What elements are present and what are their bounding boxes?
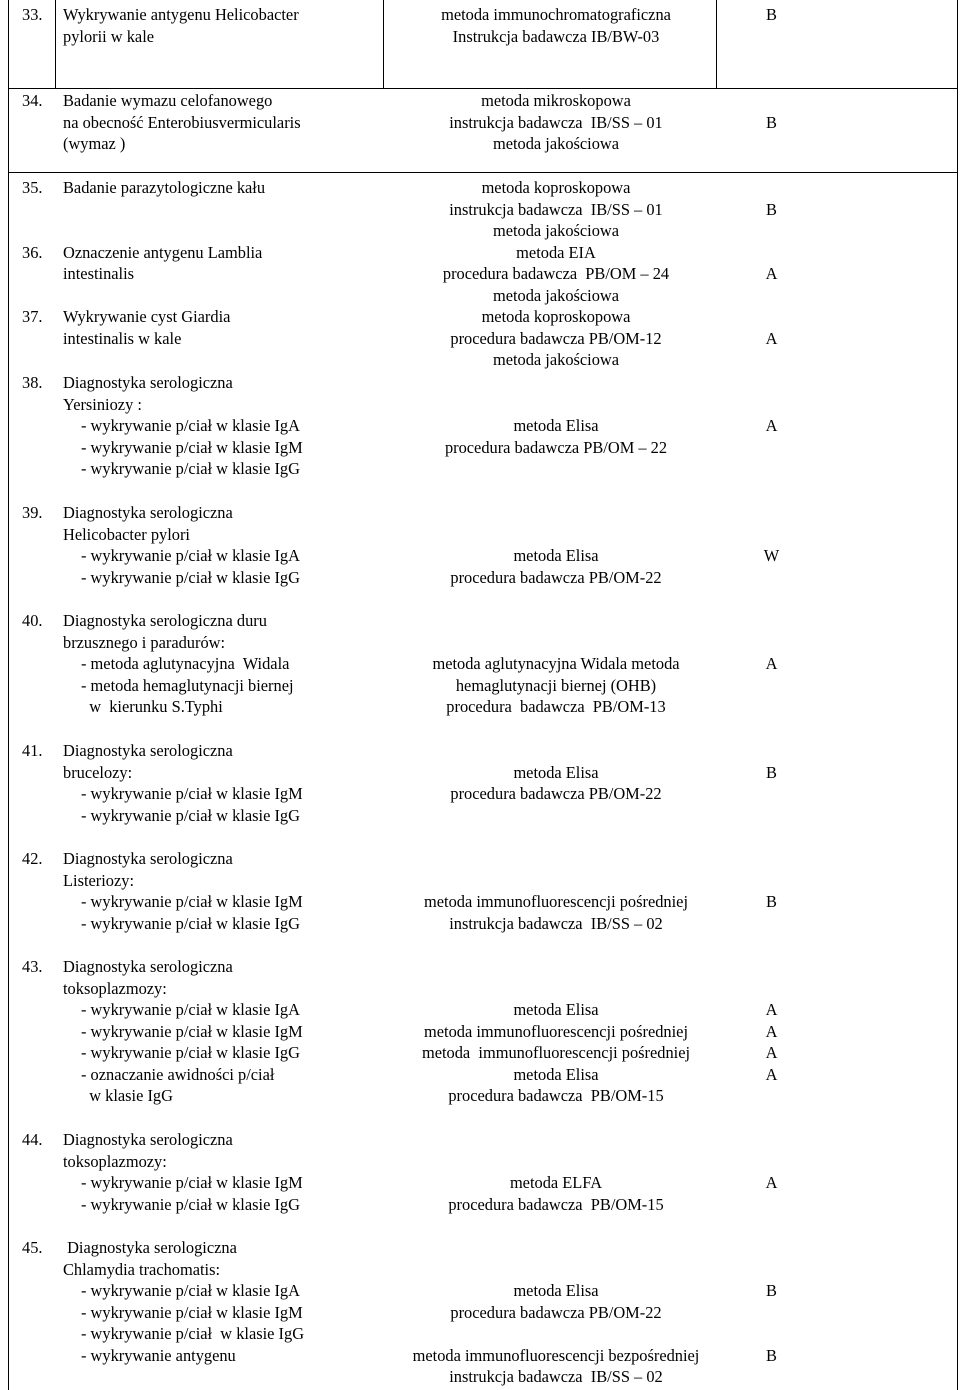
row-number: 36. bbox=[22, 242, 43, 262]
row-method: metoda Elisa bbox=[513, 546, 599, 565]
row-method: procedura badawcza PB/OM – 24 bbox=[442, 264, 670, 283]
row-method: metoda Elisa bbox=[513, 416, 599, 435]
row-code: B bbox=[766, 199, 777, 219]
row-method: procedura badawcza PB/OM-22 bbox=[450, 567, 662, 587]
row-description: Badanie parazytologiczne kału bbox=[63, 178, 266, 197]
row-subitem: - wykrywanie p/ciał w klasie IgG bbox=[81, 459, 300, 478]
row-description: toksoplazmozy: bbox=[63, 978, 167, 998]
row-number: 39. bbox=[22, 503, 43, 522]
row-method: metoda ELFA bbox=[509, 1173, 603, 1192]
row-method: procedura badawcza PB/OM-22 bbox=[450, 1302, 662, 1322]
row-number: 40. bbox=[22, 611, 43, 630]
row-description: Helicobacter pylori bbox=[63, 524, 190, 544]
row-method: procedura badawcza PB/OM-12 bbox=[450, 328, 662, 348]
row-subitem: - wykrywanie p/ciał w klasie IgG bbox=[81, 913, 300, 933]
row-subitem: - wykrywanie p/ciał w klasie IgA bbox=[81, 416, 300, 435]
row-method: metoda jakościowa bbox=[492, 221, 620, 240]
row-description: Diagnostyka serologiczna duru bbox=[63, 611, 267, 630]
row-method: procedura badawcza PB/OM – 22 bbox=[444, 437, 668, 457]
row-subitem: - wykrywanie p/ciał w klasie IgG bbox=[81, 1324, 305, 1343]
row-method: instrukcja badawcza IB/SS – 01 bbox=[449, 199, 663, 219]
row-number: 45. bbox=[22, 1238, 43, 1257]
row-method: metoda koproskopowa bbox=[481, 307, 631, 326]
row-code: A bbox=[765, 416, 778, 435]
row-subitem: - wykrywanie p/ciał w klasie IgA bbox=[81, 1000, 300, 1019]
table-border-right bbox=[957, 0, 958, 1390]
row-method: metoda koproskopowa bbox=[481, 178, 631, 197]
table-row-divider bbox=[8, 172, 958, 173]
row-method: metoda immunofluorescencji pośredniej bbox=[421, 1043, 691, 1062]
row-description: Diagnostyka serologiczna bbox=[63, 1130, 233, 1149]
row-method: metoda aglutynacyjna Widala metoda bbox=[432, 654, 680, 673]
table-divider-desc bbox=[55, 0, 56, 88]
row-method: metoda jakościowa bbox=[492, 285, 620, 305]
row-subitem: - metoda hemaglutynacji biernej bbox=[81, 675, 294, 695]
row-number: 44. bbox=[22, 1130, 43, 1149]
row-method: metoda Elisa bbox=[513, 1064, 599, 1084]
row-description: Yersiniozy : bbox=[63, 394, 142, 414]
row-method: metoda immunofluorescencji bezpośredniej bbox=[412, 1345, 700, 1365]
row-method: metoda immunofluorescencji pośredniej bbox=[424, 1021, 688, 1041]
row-subitem: - wykrywanie p/ciał w klasie IgA bbox=[81, 546, 300, 565]
row-subitem: - oznaczanie awidności p/ciał bbox=[81, 1064, 275, 1084]
table-divider-method bbox=[383, 0, 384, 88]
row-subitem: - wykrywanie p/ciał w klasie IgM bbox=[81, 892, 303, 911]
row-description: Badanie wymazu celofanowego bbox=[63, 91, 273, 110]
row-subitem: - wykrywanie p/ciał w klasie IgM bbox=[81, 437, 303, 457]
row-description: brucelozy: bbox=[63, 762, 133, 782]
row-description: Diagnostyka serologiczna bbox=[63, 849, 233, 868]
row-method: metoda jakościowa bbox=[492, 350, 620, 369]
row-description: intestinalis w kale bbox=[63, 328, 182, 348]
row-description: pylorii w kale bbox=[63, 26, 155, 46]
row-method: Instrukcja badawcza IB/BW-03 bbox=[452, 26, 660, 46]
row-code: B bbox=[766, 5, 777, 24]
row-subitem: - wykrywanie p/ciał w klasie IgM bbox=[81, 1302, 303, 1322]
row-description: intestinalis bbox=[63, 264, 135, 283]
row-method: procedura badawcza PB/OM-15 bbox=[448, 1194, 664, 1214]
row-method: instrukcja badawcza IB/SS – 01 bbox=[449, 112, 663, 132]
row-code: A bbox=[765, 264, 778, 283]
row-code: W bbox=[763, 546, 780, 565]
row-description: Wykrywanie cyst Giardia bbox=[63, 307, 231, 326]
row-subitem: w klasie IgG bbox=[81, 1086, 173, 1105]
row-method: hemaglutynacji biernej (OHB) bbox=[455, 675, 657, 695]
row-subitem: - wykrywanie p/ciał w klasie IgG bbox=[81, 805, 300, 825]
row-description: Diagnostyka serologiczna bbox=[63, 503, 233, 522]
row-description: (wymaz ) bbox=[63, 134, 126, 153]
row-description: Chlamydia trachomatis: bbox=[63, 1259, 221, 1279]
row-code: B bbox=[766, 892, 777, 911]
row-subitem: - wykrywanie p/ciał w klasie IgM bbox=[81, 784, 303, 803]
row-subitem: - wykrywanie p/ciał w klasie IgM bbox=[81, 1021, 303, 1041]
row-subitem: w kierunku S.Typhi bbox=[81, 697, 223, 716]
row-code: B bbox=[766, 762, 777, 782]
row-method: metoda mikroskopowa bbox=[481, 91, 631, 110]
row-description: na obecność Enterobiusvermicularis bbox=[63, 112, 301, 132]
row-method: metoda immunochromatograficzna bbox=[441, 5, 671, 24]
row-description: Listeriozy: bbox=[63, 870, 135, 890]
row-code: A bbox=[765, 1064, 778, 1084]
row-method: metoda Elisa bbox=[513, 1000, 599, 1019]
row-description: Oznaczenie antygenu Lamblia bbox=[63, 242, 263, 262]
row-number: 34. bbox=[22, 91, 43, 110]
row-method: procedura badawcza PB/OM-22 bbox=[450, 784, 662, 803]
table-border-left bbox=[8, 0, 9, 1390]
row-number: 35. bbox=[22, 178, 43, 197]
row-method: metoda Elisa bbox=[513, 1281, 599, 1300]
row-code: A bbox=[765, 1000, 778, 1019]
row-subitem: - wykrywanie p/ciał w klasie IgG bbox=[81, 1043, 300, 1062]
row-method: procedura badawcza PB/OM-13 bbox=[446, 697, 666, 716]
row-number: 38. bbox=[22, 373, 43, 392]
row-description: Wykrywanie antygenu Helicobacter bbox=[63, 5, 299, 24]
row-description: Diagnostyka serologiczna bbox=[63, 741, 233, 760]
row-method: metoda jakościowa bbox=[492, 134, 620, 153]
row-method: instrukcja badawcza IB/SS – 02 bbox=[449, 1367, 663, 1386]
row-code: A bbox=[765, 654, 778, 673]
row-number: 33. bbox=[22, 5, 43, 24]
row-subitem: - wykrywanie p/ciał w klasie IgG bbox=[81, 1194, 300, 1214]
row-code: A bbox=[765, 328, 778, 348]
row-description: brzusznego i paradurów: bbox=[63, 632, 226, 652]
row-method: procedura badawcza PB/OM-15 bbox=[448, 1086, 664, 1105]
row-description: Diagnostyka serologiczna bbox=[63, 1238, 237, 1257]
row-code: B bbox=[766, 112, 777, 132]
row-description: toksoplazmozy: bbox=[63, 1151, 167, 1171]
row-subitem: - wykrywanie antygenu bbox=[81, 1345, 236, 1365]
row-number: 42. bbox=[22, 849, 43, 868]
row-method: metoda EIA bbox=[516, 242, 596, 262]
row-code: B bbox=[766, 1281, 777, 1300]
row-method: metoda immunofluorescencji pośredniej bbox=[424, 892, 688, 911]
row-subitem: - wykrywanie p/ciał w klasie IgM bbox=[81, 1173, 303, 1192]
row-code: A bbox=[765, 1173, 778, 1192]
row-code: A bbox=[765, 1021, 778, 1041]
row-subitem: - wykrywanie p/ciał w klasie IgG bbox=[81, 567, 300, 587]
row-method: instrukcja badawcza IB/SS – 02 bbox=[449, 913, 663, 933]
row-description: Diagnostyka serologiczna bbox=[63, 373, 233, 392]
row-subitem: - metoda aglutynacyjna Widala bbox=[81, 654, 290, 673]
row-number: 43. bbox=[22, 957, 43, 976]
row-number: 37. bbox=[22, 307, 43, 326]
row-description: Diagnostyka serologiczna bbox=[63, 957, 233, 976]
row-number: 41. bbox=[22, 741, 43, 760]
row-code: A bbox=[765, 1043, 778, 1062]
row-method: metoda Elisa bbox=[513, 762, 599, 782]
row-code: B bbox=[766, 1345, 777, 1365]
table-row-divider bbox=[8, 88, 958, 89]
row-subitem: - wykrywanie p/ciał w klasie IgA bbox=[81, 1281, 300, 1300]
